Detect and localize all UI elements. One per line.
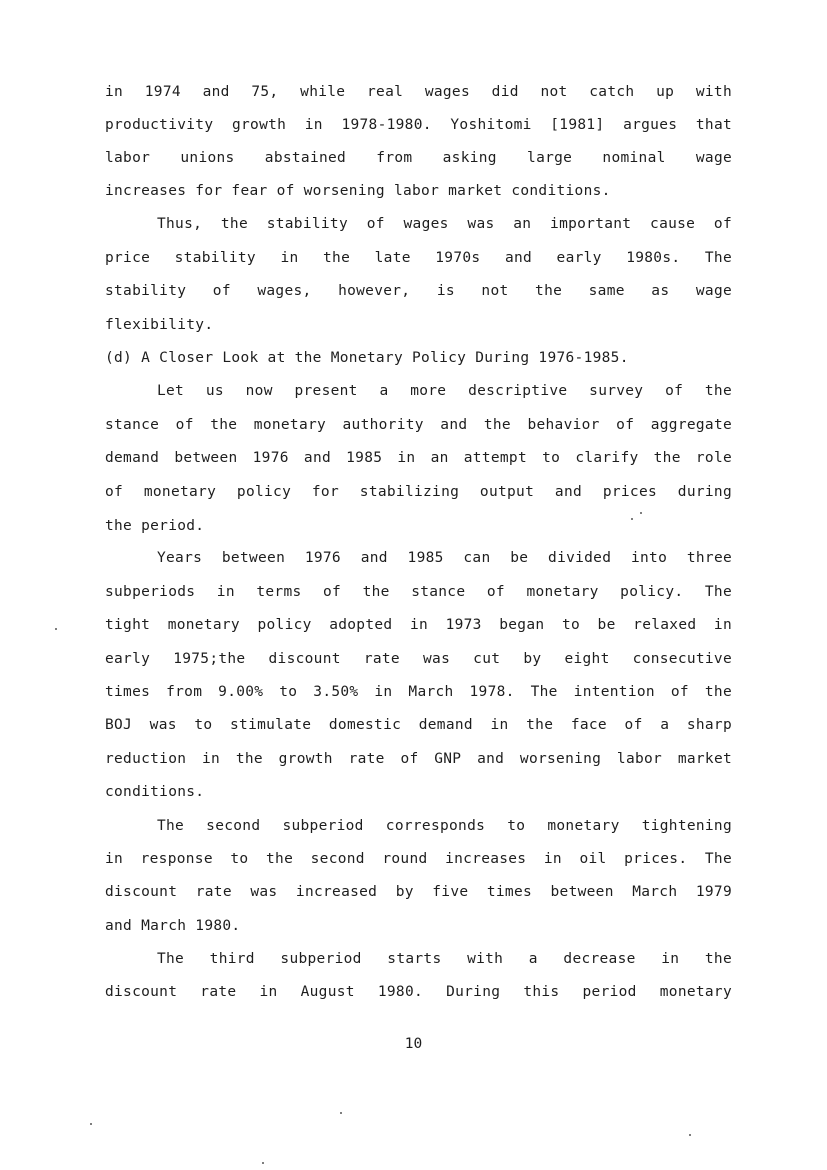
page-number: 10 xyxy=(404,1036,423,1052)
text-line: The second subperiod corresponds to monetary tightening xyxy=(157,818,732,834)
text-line: labor unions abstained from asking large nominal wage xyxy=(105,150,732,166)
text-line: of monetary policy for stabilizing output and prices during xyxy=(105,484,732,500)
scan-speck xyxy=(340,1112,342,1114)
scan-speck xyxy=(640,512,642,514)
text-line: tight monetary policy adopted in 1973 began to be relaxed in xyxy=(105,617,732,633)
text-line: The third subperiod starts with a decrease in the xyxy=(157,951,732,967)
scan-speck xyxy=(90,1123,92,1125)
text-line: and March 1980. xyxy=(105,918,241,934)
text-line: Thus, the stability of wages was an important cause of xyxy=(157,216,732,232)
text-line: increases for fear of worsening labor market conditions. xyxy=(105,183,611,199)
scan-speck xyxy=(689,1134,691,1136)
text-line: stance of the monetary authority and the behavior of aggregate xyxy=(105,417,732,433)
text-line: discount rate in August 1980. During this period monetary xyxy=(105,984,732,1000)
text-line: early 1975;the discount rate was cut by eight consecutive xyxy=(105,651,732,667)
text-line: in 1974 and 75, while real wages did not catch up with xyxy=(105,84,732,100)
scan-speck xyxy=(55,628,57,630)
scan-speck xyxy=(631,518,633,520)
text-line: subperiods in terms of the stance of monetary policy. The xyxy=(105,584,732,600)
text-line: times from 9.00% to 3.50% in March 1978. The intention of the xyxy=(105,684,732,700)
text-line: productivity growth in 1978-1980. Yoshitomi [1981] argues that xyxy=(105,117,732,133)
text-line: Years between 1976 and 1985 can be divided into three xyxy=(157,550,732,566)
text-line: discount rate was increased by five times between March 1979 xyxy=(105,884,732,900)
text-line: BOJ was to stimulate domestic demand in the face of a sharp xyxy=(105,717,732,733)
text-line: stability of wages, however, is not the same as wage xyxy=(105,283,732,299)
text-line: Let us now present a more descriptive survey of the xyxy=(157,383,732,399)
text-line: reduction in the growth rate of GNP and worsening labor market xyxy=(105,751,732,767)
text-line: conditions. xyxy=(105,784,205,800)
text-line: demand between 1976 and 1985 in an attempt to clarify the role xyxy=(105,450,732,466)
text-line: price stability in the late 1970s and early 1980s. The xyxy=(105,250,732,266)
text-line: flexibility. xyxy=(105,317,214,333)
section-heading: (d) A Closer Look at the Monetary Policy During 1976-1985. xyxy=(105,350,629,366)
scan-speck xyxy=(262,1162,264,1164)
text-line: the period. xyxy=(105,518,205,534)
text-line: in response to the second round increases in oil prices. The xyxy=(105,851,732,867)
